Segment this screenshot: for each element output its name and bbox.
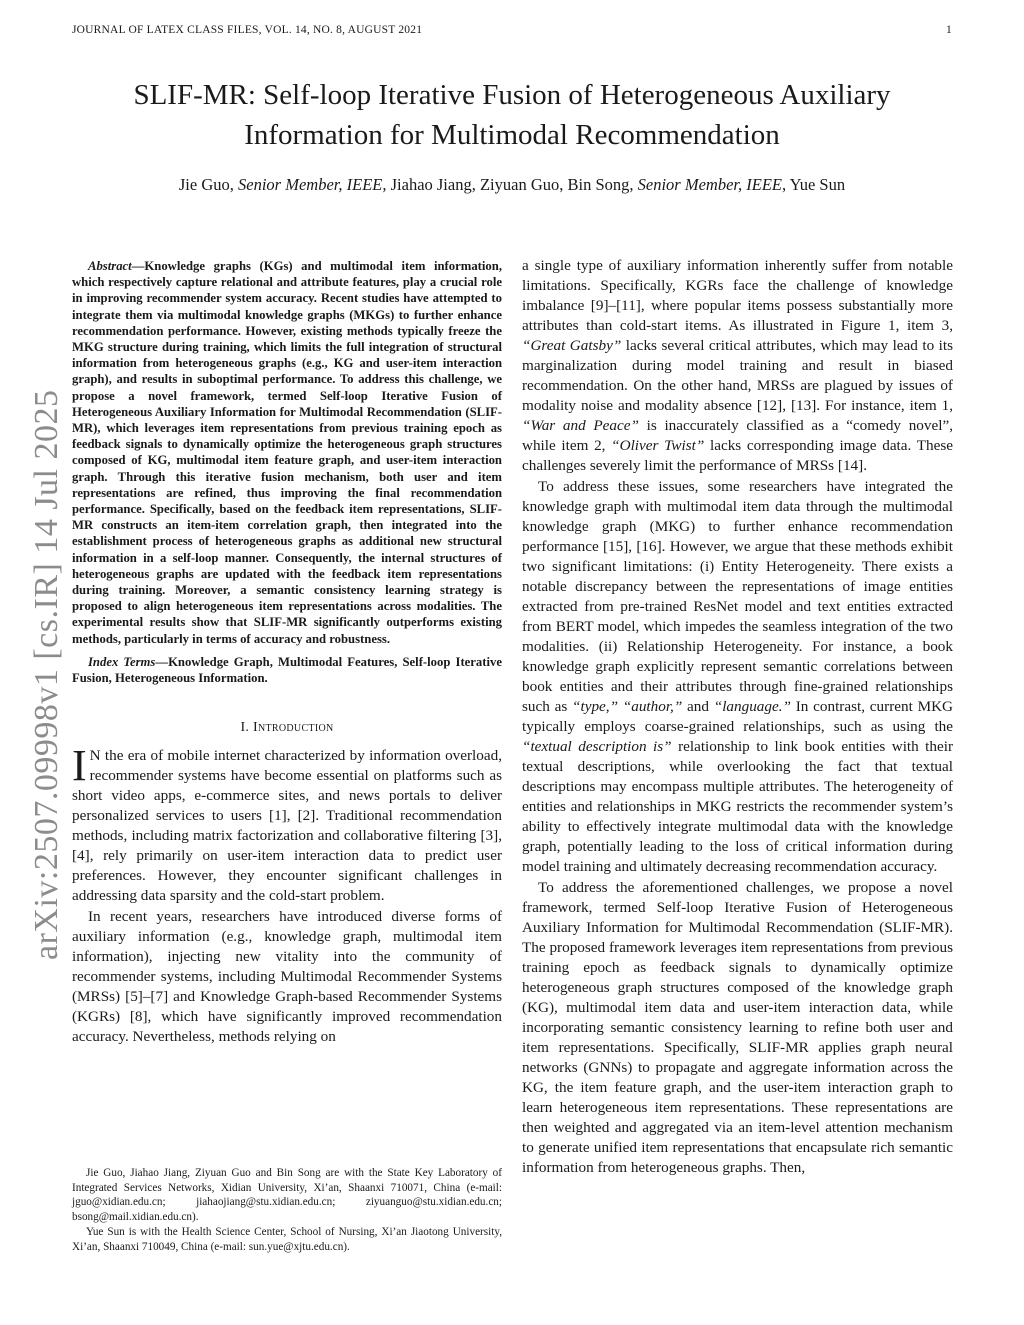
right-paragraph-1	[522, 256, 953, 476]
title-line-2: Information for Multimodal Recommendation	[244, 119, 780, 151]
text-run: In contrast, current MKG typically employs coarse-grained relationships, such as using the	[522, 698, 954, 735]
relation-textual-description: “textual description is”	[522, 738, 672, 755]
text-run: is inaccurately classified as a “comedy novel”, while item 2,	[522, 417, 953, 454]
text-run: relationship to link book entities with their textual descriptions, while overlooking the fact that textual descriptions may encompass multiple attributes. The heterogeneity of entities and relationships in MKG restricts the recommender system’s ability to effectively integrate multimodal data with the knowledge graph, potentially leading to the loss of critical information during model training and ultimately decreasing recommendation accuracy.	[522, 738, 954, 875]
drop-cap: I	[72, 741, 87, 791]
author-1-role: Senior Member, IEEE,	[238, 175, 387, 194]
text-run: lacks several critical attributes, which may lead to its marginalization during model training and result in biased recommendation. On the other hand, MRSs are plagued by issues of modality noise and modality absence [12], [13]. For instance, item 1,	[522, 337, 954, 414]
author-2-role: Senior Member, IEEE	[637, 175, 782, 194]
right-column	[522, 256, 953, 1178]
author-list	[60, 174, 964, 196]
intro-paragraph-2: In recent years, researchers have introduced diverse forms of auxiliary information (e.g., knowledge graph, multimodal item information), injecting new vitality into the community of recommender systems, including Multimodal Recommender Systems (MRSs) [5]–[7] and Knowledge Graph-based Recommender Systems (KGRs) [8], which have significantly improved recommendation accuracy. Nevertheless, methods relying on	[72, 908, 502, 1046]
text-run: To address these issues, some researchers have integrated the knowledge graph with multimodal item data through the multimodal knowledge graph (MKG) to further enhance recommendation performance [15], [16]. However, we argue that these methods exhibit two significant limitations: (i) Entity Heterogeneity. There exists a notable discrepancy between the representations of image entities extracted from pre-trained ResNet model and text entities extracted from BERT model, which impedes the seamless integration of the two modalities. (ii) Relationship Heterogeneity. For instance, a book knowledge graph explicitly represent semantic correlations between book entities and their attributes through fine-grained relationships such as	[522, 478, 953, 715]
right-paragraph-3: To address the aforementioned challenges, we propose a novel framework, termed Self-loop Iterative Fusion of Heterogeneous Auxiliary Information for Multimodal Recommendation (SLIF-MR). The proposed framework leverages item representations from previous training epoch as feedback signals to dynamically optimize heterogeneous graph structures composed of the knowledge graph (KG), multimodal item data and user-item interaction data, while incorporating semantic consistency learning to refine both user and item representations. Specifically, SLIF-MR applies graph neural networks (GNNs) to propagate and aggregate information across the KG, the item feature graph, and the user-item interaction graph to learn heterogeneous item representations. These representations are then weighted and aggregated via an item-level attention mechanism to generate unified item representations that encapsulate rich semantic information from heterogeneous graphs. Then,	[522, 879, 953, 1176]
running-head	[72, 24, 952, 36]
footnote-affiliation-1: Jie Guo, Jiahao Jiang, Ziyuan Guo and Bin Song are with the State Key Laboratory of Integrated Services Networks, Xidian University, Xi’an, Shaanxi 710071, China (e-mail: jguo@xidian.edu.cn; jiahaojiang@stu.xidian.edu.cn; ziyuanguo@stu.xidian.edu.cn; bsong@mail.xidian.edu.cn).	[72, 1167, 502, 1224]
book-title-war-and-peace: “War and Peace”	[522, 417, 639, 434]
author-3: , Yue Sun	[781, 175, 846, 194]
relation-language: “language.”	[713, 698, 791, 715]
title-line-1: SLIF-MR: Self-loop Iterative Fusion of Heterogeneous Auxiliary	[133, 79, 891, 111]
text-run: a single type of auxiliary information inherently suffer from notable limitations. Specifically, KGRs face the challenge of knowledge imbalance [9]–[11], where popular items possess substantially more attributes than cold-start items. As illustrated in Figure 1, item 3,	[522, 257, 953, 334]
index-terms-label: Index Terms	[88, 654, 156, 669]
intro-paragraph-1	[72, 741, 502, 906]
section-title: Introduction	[253, 720, 334, 736]
index-terms	[72, 654, 502, 686]
footnote-affiliation-2: Yue Sun is with the Health Science Center, School of Nursing, Xi’an Jiaotong University, Xi’an, Shaanxi 710049, China (e-mail: sun.yue@xjtu.edu.cn).	[72, 1225, 502, 1253]
arxiv-stamp[interactable]: arXiv:2507.09998v1 [cs.IR] 14 Jul 2025	[28, 389, 65, 960]
abstract	[72, 258, 502, 647]
page-number: 1	[946, 24, 952, 36]
left-column	[72, 258, 502, 1047]
index-terms-text: —Knowledge Graph, Multimodal Features, Self-loop Iterative Fusion, Heterogeneous Information.	[72, 654, 502, 686]
section-heading-introduction	[72, 720, 502, 736]
relation-type-author: “type,” “author,”	[572, 698, 683, 715]
right-paragraph-2	[522, 477, 953, 877]
section-number: I.	[240, 720, 254, 736]
author-1: Jie Guo,	[178, 175, 239, 194]
text-run: and	[682, 698, 714, 715]
journal-header: JOURNAL OF LATEX CLASS FILES, VOL. 14, NO. 8, AUGUST 2021	[72, 24, 423, 36]
abstract-text: —Knowledge graphs (KGs) and multimodal item information, which respectively capture relational and attribute features, play a crucial role in improving recommender system accuracy. Recent studies have attempted to integrate them via multimodal knowledge graphs (MKGs) to further enhance recommendation performance. However, existing methods typically freeze the MKG structure during training, which limits the full integration of structural information from heterogeneous graphs (e.g., KG and user-item interaction graph), and results in suboptimal performance. To address this challenge, we propose a novel framework, termed Self-loop Iterative Fusion of Heterogeneous Auxiliary Information for Multimodal Recommendation (SLIF-MR), which leverages item representations from previous training epoch as feedback signals to dynamically optimize the heterogeneous graph structures composed of KG, multimodal item feature graph, and user-item interaction graph. Through this iterative fusion mechanism, both user and item representations are refined, thus improving the final recommendation performance. Specifically, based on the feedback item representations, SLIF-MR constructs an item-item correlation graph, then integrated into the establishment process of heterogeneous graphs as additional new structural information in a self-loop manner. Consequently, the internal structures of heterogeneous graphs are updated with the feedback item representations during training. Moreover, a semantic consistency learning strategy is proposed to align heterogeneous item representations across modalities. The experimental results show that SLIF-MR significantly outperforms existing methods, particularly in terms of accuracy and robustness.	[72, 259, 502, 646]
intro-p1-text: N the era of mobile internet characterized by information overload, recommender systems have become essential on platforms such as short video apps, e-commerce sites, and news portals to deliver personalized services to users [1], [2]. Traditional recommendation methods, including matrix factorization and collaborative filtering [3], [4], rely primarily on user-item interaction data to predict user preferences. However, they encounter significant challenges in addressing data sparsity and the cold-start problem.	[72, 747, 502, 905]
abstract-label: Abstract	[88, 259, 132, 273]
footnotes	[72, 1166, 502, 1254]
paper-title	[72, 75, 952, 155]
author-2: Jiahao Jiang, Ziyuan Guo, Bin Song,	[386, 175, 638, 194]
text-run: lacks corresponding image data. These challenges severely limit the performance of MRSs [14].	[522, 437, 953, 474]
book-title-oliver-twist: “Oliver Twist”	[611, 437, 705, 454]
book-title-gatsby: “Great Gatsby”	[522, 337, 622, 354]
